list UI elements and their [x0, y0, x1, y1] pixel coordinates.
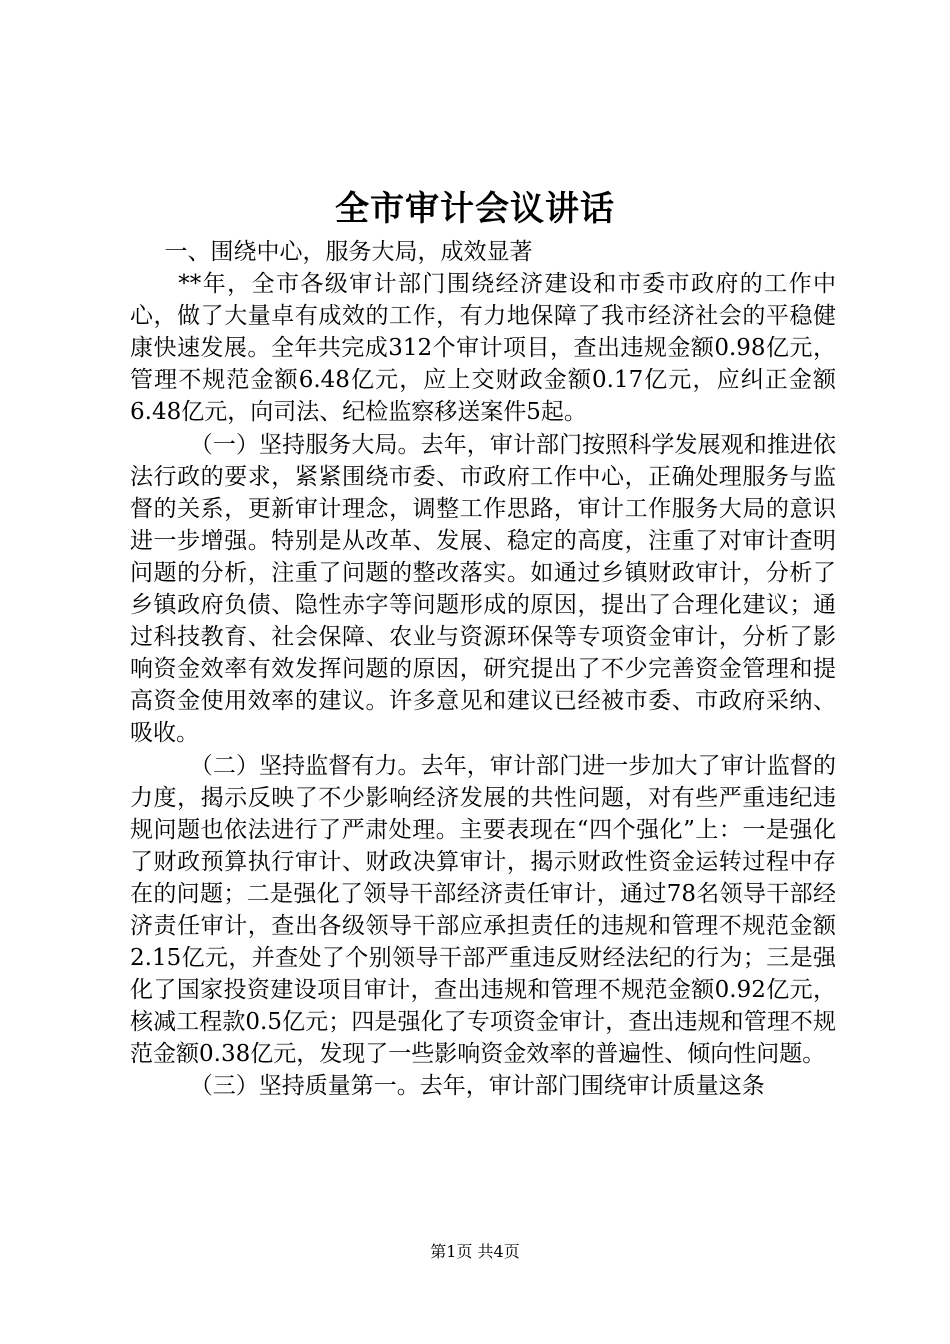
- paragraph-quality-first: （三）坚持质量第一。去年，审计部门围绕审计质量这条: [189, 1073, 765, 1100]
- paragraph-serve-overall: （一）坚持服务大局。去年，审计部门按照科学发展观和推进依法行政的要求，紧紧围绕市委、市政府工作中心，正确处理服务与监督的关系，更新审计理念，调整工作思路，审计工作服务大局的意识进一步增强。特别是从改革、发展、稳定的高度，注重了对审计查明问题的分析，注重了问题的整改落实。如通过乡镇财政审计，分析了乡镇政府负债、隐性赤字等问题形成的原因，提出了合理化建议；通过科技教育、社会保障、农业与资源环保等专项资金审计，分析了影响资金效率有效发挥问题的原因，研究提出了不少完善资金管理和提高资金使用效率的建议。许多意见和建议已经被市委、市政府采纳、吸收。: [130, 431, 836, 747]
- paragraph-intro: **年，全市各级审计部门围绕经济建设和市委市政府的工作中心，做了大量卓有成效的工作，有力地保障了我市经济社会的平稳健康快速发展。全年共完成312个审计项目，查出违规金额0.98亿元，管理不规范金额6.48亿元，应上交财政金额0.17亿元，应纠正金额6.48亿元，向司法、纪检监察移送案件5起。: [130, 271, 836, 426]
- document-body: [130, 236, 836, 1103]
- paragraph-supervision: （二）坚持监督有力。去年，审计部门进一步加大了审计监督的力度，揭示反映了不少影响经济发展的共性问题，对有些严重违纪违规问题也依法进行了严肃处理。主要表现在“四个强化”上：一是强化了财政预算执行审计、财政决算审计，揭示财政性资金运转过程中存在的问题；二是强化了领导干部经济责任审计，通过78名领导干部经济责任审计，查出各级领导干部应承担责任的违规和管理不规范金额2.15亿元，并查处了个别领导干部严重违反财经法纪的行为；三是强化了国家投资建设项目审计，查出违规和管理不规范金额0.92亿元，核减工程款0.5亿元；四是强化了专项资金审计，查出违规和管理不规范金额0.38亿元，发现了一些影响资金效率的普遍性、倾向性问题。: [130, 752, 836, 1068]
- document-title: 全市审计会议讲话: [335, 189, 615, 229]
- section-heading: 一、围绕中心，服务大局，成效显著: [164, 239, 533, 265]
- page-indicator: 第1页 共4页: [430, 1242, 520, 1261]
